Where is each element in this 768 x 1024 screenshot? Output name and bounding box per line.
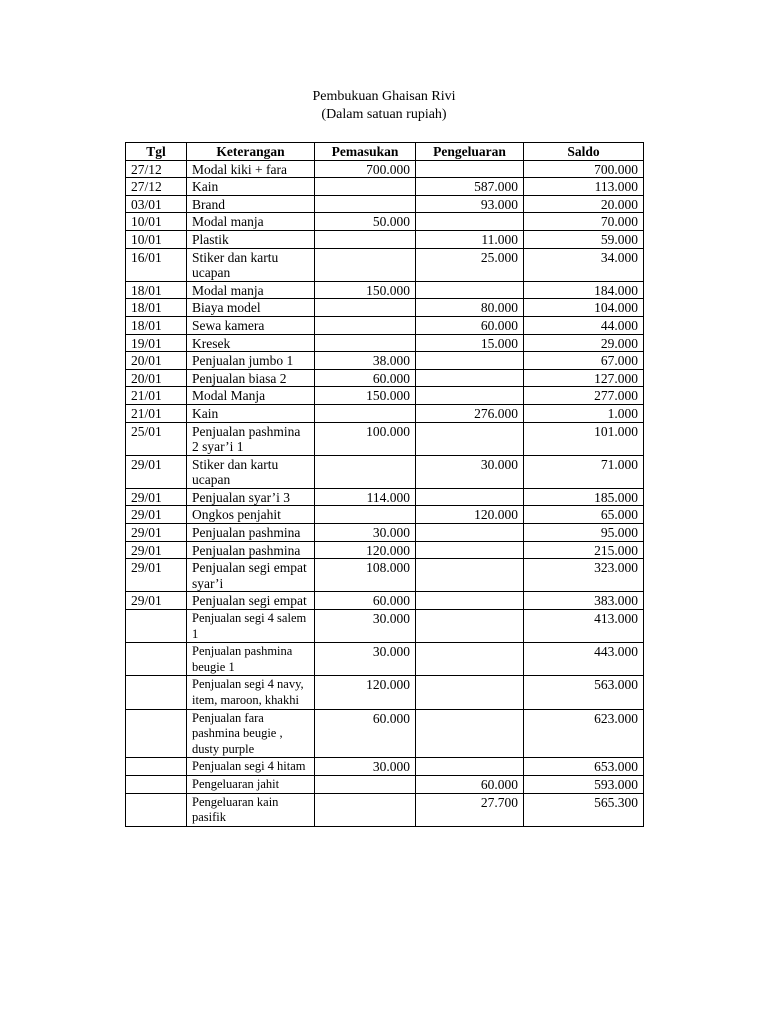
cell-pengeluaran: 120.000 bbox=[416, 506, 524, 524]
table-row bbox=[126, 643, 644, 676]
cell-pengeluaran bbox=[416, 643, 524, 676]
cell-tgl: 20/01 bbox=[126, 369, 187, 387]
cell-tgl: 29/01 bbox=[126, 455, 187, 488]
cell-tgl: 27/12 bbox=[126, 178, 187, 196]
cell-pengeluaran: 25.000 bbox=[416, 248, 524, 281]
cell-tgl: 21/01 bbox=[126, 404, 187, 422]
cell-tgl bbox=[126, 709, 187, 758]
cell-pengeluaran bbox=[416, 709, 524, 758]
cell-pemasukan bbox=[315, 248, 416, 281]
cell-pengeluaran bbox=[416, 369, 524, 387]
cell-keterangan: Modal kiki + fara bbox=[187, 160, 315, 178]
cell-saldo: 59.000 bbox=[524, 230, 644, 248]
cell-pengeluaran: 587.000 bbox=[416, 178, 524, 196]
cell-keterangan: Penjualan segi empat syar’i bbox=[187, 559, 315, 592]
cell-keterangan: Ongkos penjahit bbox=[187, 506, 315, 524]
cell-keterangan: Penjualan fara pashmina beugie , dusty purple bbox=[187, 709, 315, 758]
cell-saldo: 71.000 bbox=[524, 455, 644, 488]
cell-pemasukan: 150.000 bbox=[315, 281, 416, 299]
table-row bbox=[126, 281, 644, 299]
cell-pengeluaran: 60.000 bbox=[416, 775, 524, 793]
header-keterangan: Keterangan bbox=[187, 143, 315, 161]
cell-keterangan: Sewa kamera bbox=[187, 316, 315, 334]
cell-keterangan: Modal Manja bbox=[187, 387, 315, 405]
table-row bbox=[126, 709, 644, 758]
cell-keterangan: Pengeluaran kain pasifik bbox=[187, 793, 315, 826]
table-row bbox=[126, 610, 644, 643]
table-row bbox=[126, 793, 644, 826]
cell-tgl: 10/01 bbox=[126, 213, 187, 231]
cell-pengeluaran: 30.000 bbox=[416, 455, 524, 488]
cell-saldo: 70.000 bbox=[524, 213, 644, 231]
cell-saldo: 443.000 bbox=[524, 643, 644, 676]
cell-saldo: 383.000 bbox=[524, 592, 644, 610]
cell-keterangan: Penjualan pashmina bbox=[187, 541, 315, 559]
cell-keterangan: Modal manja bbox=[187, 213, 315, 231]
cell-pengeluaran bbox=[416, 524, 524, 542]
cell-tgl bbox=[126, 775, 187, 793]
cell-pengeluaran bbox=[416, 281, 524, 299]
cell-pemasukan: 60.000 bbox=[315, 709, 416, 758]
cell-tgl bbox=[126, 610, 187, 643]
cell-keterangan: Kresek bbox=[187, 334, 315, 352]
cell-tgl: 29/01 bbox=[126, 559, 187, 592]
cell-pemasukan bbox=[315, 230, 416, 248]
cell-tgl: 29/01 bbox=[126, 488, 187, 506]
cell-pengeluaran bbox=[416, 213, 524, 231]
cell-keterangan: Penjualan pashmina beugie 1 bbox=[187, 643, 315, 676]
cell-pengeluaran bbox=[416, 758, 524, 776]
table-row bbox=[126, 559, 644, 592]
table-row bbox=[126, 352, 644, 370]
cell-pengeluaran: 276.000 bbox=[416, 404, 524, 422]
document-subtitle: (Dalam satuan rupiah) bbox=[321, 107, 447, 122]
cell-pemasukan: 700.000 bbox=[315, 160, 416, 178]
cell-pemasukan bbox=[315, 793, 416, 826]
table-row bbox=[126, 195, 644, 213]
cell-saldo: 323.000 bbox=[524, 559, 644, 592]
cell-tgl bbox=[126, 676, 187, 709]
cell-pengeluaran bbox=[416, 592, 524, 610]
header-pemasukan: Pemasukan bbox=[315, 143, 416, 161]
cell-tgl: 21/01 bbox=[126, 387, 187, 405]
cell-tgl: 20/01 bbox=[126, 352, 187, 370]
cell-pemasukan bbox=[315, 455, 416, 488]
table-row bbox=[126, 676, 644, 709]
cell-saldo: 653.000 bbox=[524, 758, 644, 776]
cell-pengeluaran: 15.000 bbox=[416, 334, 524, 352]
cell-pemasukan: 38.000 bbox=[315, 352, 416, 370]
cell-pengeluaran bbox=[416, 676, 524, 709]
cell-saldo: 184.000 bbox=[524, 281, 644, 299]
cell-tgl: 29/01 bbox=[126, 524, 187, 542]
cell-saldo: 29.000 bbox=[524, 334, 644, 352]
cell-keterangan: Penjualan segi empat bbox=[187, 592, 315, 610]
table-row bbox=[126, 541, 644, 559]
table-row bbox=[126, 758, 644, 776]
cell-tgl: 29/01 bbox=[126, 592, 187, 610]
cell-tgl: 03/01 bbox=[126, 195, 187, 213]
cell-saldo: 101.000 bbox=[524, 422, 644, 455]
table-row bbox=[126, 488, 644, 506]
cell-pemasukan: 30.000 bbox=[315, 643, 416, 676]
cell-pemasukan: 50.000 bbox=[315, 213, 416, 231]
cell-saldo: 67.000 bbox=[524, 352, 644, 370]
cell-keterangan: Stiker dan kartu ucapan bbox=[187, 248, 315, 281]
cell-saldo: 44.000 bbox=[524, 316, 644, 334]
cell-keterangan: Biaya model bbox=[187, 299, 315, 317]
table-row bbox=[126, 178, 644, 196]
cell-saldo: 277.000 bbox=[524, 387, 644, 405]
cell-keterangan: Penjualan segi 4 salem 1 bbox=[187, 610, 315, 643]
cell-pemasukan bbox=[315, 178, 416, 196]
table-row bbox=[126, 506, 644, 524]
cell-pengeluaran bbox=[416, 387, 524, 405]
cell-pemasukan bbox=[315, 316, 416, 334]
cell-saldo: 95.000 bbox=[524, 524, 644, 542]
cell-tgl: 18/01 bbox=[126, 281, 187, 299]
table-row bbox=[126, 524, 644, 542]
table-header-row bbox=[126, 143, 644, 161]
cell-tgl: 27/12 bbox=[126, 160, 187, 178]
cell-pemasukan: 30.000 bbox=[315, 610, 416, 643]
table-row bbox=[126, 592, 644, 610]
cell-tgl: 18/01 bbox=[126, 299, 187, 317]
cell-tgl: 29/01 bbox=[126, 506, 187, 524]
cell-keterangan: Penjualan syar’i 3 bbox=[187, 488, 315, 506]
ledger-table bbox=[125, 142, 644, 827]
cell-keterangan: Stiker dan kartu ucapan bbox=[187, 455, 315, 488]
cell-pemasukan: 150.000 bbox=[315, 387, 416, 405]
table-row bbox=[126, 404, 644, 422]
document-heading bbox=[0, 88, 768, 124]
cell-saldo: 34.000 bbox=[524, 248, 644, 281]
cell-pengeluaran: 60.000 bbox=[416, 316, 524, 334]
cell-pengeluaran bbox=[416, 541, 524, 559]
cell-keterangan: Kain bbox=[187, 404, 315, 422]
cell-keterangan: Brand bbox=[187, 195, 315, 213]
cell-keterangan: Penjualan pashmina 2 syar’i 1 bbox=[187, 422, 315, 455]
cell-saldo: 215.000 bbox=[524, 541, 644, 559]
header-saldo: Saldo bbox=[524, 143, 644, 161]
table-row bbox=[126, 387, 644, 405]
table-row bbox=[126, 455, 644, 488]
cell-keterangan: Penjualan pashmina bbox=[187, 524, 315, 542]
document-title: Pembukuan Ghaisan Rivi bbox=[312, 89, 456, 104]
cell-pemasukan: 108.000 bbox=[315, 559, 416, 592]
cell-pemasukan bbox=[315, 299, 416, 317]
cell-pemasukan: 114.000 bbox=[315, 488, 416, 506]
table-row bbox=[126, 248, 644, 281]
cell-pemasukan: 30.000 bbox=[315, 758, 416, 776]
cell-pengeluaran: 11.000 bbox=[416, 230, 524, 248]
cell-saldo: 563.000 bbox=[524, 676, 644, 709]
table-row bbox=[126, 422, 644, 455]
cell-pemasukan bbox=[315, 506, 416, 524]
table-row bbox=[126, 160, 644, 178]
cell-saldo: 65.000 bbox=[524, 506, 644, 524]
cell-tgl bbox=[126, 793, 187, 826]
cell-pengeluaran bbox=[416, 160, 524, 178]
cell-pemasukan: 100.000 bbox=[315, 422, 416, 455]
cell-pengeluaran: 80.000 bbox=[416, 299, 524, 317]
cell-pemasukan bbox=[315, 334, 416, 352]
cell-saldo: 1.000 bbox=[524, 404, 644, 422]
cell-saldo: 20.000 bbox=[524, 195, 644, 213]
cell-keterangan: Pengeluaran jahit bbox=[187, 775, 315, 793]
cell-pengeluaran bbox=[416, 422, 524, 455]
cell-pengeluaran bbox=[416, 610, 524, 643]
cell-keterangan: Modal manja bbox=[187, 281, 315, 299]
cell-tgl bbox=[126, 758, 187, 776]
table-row bbox=[126, 334, 644, 352]
cell-tgl: 29/01 bbox=[126, 541, 187, 559]
cell-saldo: 593.000 bbox=[524, 775, 644, 793]
table-row bbox=[126, 316, 644, 334]
cell-pengeluaran bbox=[416, 559, 524, 592]
cell-pemasukan: 120.000 bbox=[315, 541, 416, 559]
cell-saldo: 623.000 bbox=[524, 709, 644, 758]
cell-pemasukan bbox=[315, 404, 416, 422]
cell-keterangan: Penjualan jumbo 1 bbox=[187, 352, 315, 370]
cell-keterangan: Penjualan segi 4 navy, item, maroon, khakhi bbox=[187, 676, 315, 709]
cell-tgl: 19/01 bbox=[126, 334, 187, 352]
cell-pengeluaran bbox=[416, 352, 524, 370]
cell-keterangan: Penjualan segi 4 hitam bbox=[187, 758, 315, 776]
cell-saldo: 565.300 bbox=[524, 793, 644, 826]
cell-pemasukan: 30.000 bbox=[315, 524, 416, 542]
cell-tgl bbox=[126, 643, 187, 676]
cell-saldo: 127.000 bbox=[524, 369, 644, 387]
cell-keterangan: Penjualan biasa 2 bbox=[187, 369, 315, 387]
cell-saldo: 113.000 bbox=[524, 178, 644, 196]
ledger-body bbox=[126, 160, 644, 826]
cell-pengeluaran bbox=[416, 488, 524, 506]
cell-pemasukan: 120.000 bbox=[315, 676, 416, 709]
table-row bbox=[126, 369, 644, 387]
cell-saldo: 185.000 bbox=[524, 488, 644, 506]
cell-tgl: 25/01 bbox=[126, 422, 187, 455]
cell-saldo: 413.000 bbox=[524, 610, 644, 643]
cell-pengeluaran: 93.000 bbox=[416, 195, 524, 213]
cell-pengeluaran: 27.700 bbox=[416, 793, 524, 826]
cell-pemasukan: 60.000 bbox=[315, 592, 416, 610]
table-row bbox=[126, 230, 644, 248]
cell-saldo: 700.000 bbox=[524, 160, 644, 178]
table-row bbox=[126, 775, 644, 793]
cell-pemasukan bbox=[315, 195, 416, 213]
cell-pemasukan bbox=[315, 775, 416, 793]
cell-tgl: 10/01 bbox=[126, 230, 187, 248]
header-tgl: Tgl bbox=[126, 143, 187, 161]
header-pengeluaran: Pengeluaran bbox=[416, 143, 524, 161]
cell-tgl: 16/01 bbox=[126, 248, 187, 281]
cell-keterangan: Kain bbox=[187, 178, 315, 196]
cell-tgl: 18/01 bbox=[126, 316, 187, 334]
cell-saldo: 104.000 bbox=[524, 299, 644, 317]
cell-pemasukan: 60.000 bbox=[315, 369, 416, 387]
table-row bbox=[126, 213, 644, 231]
table-row bbox=[126, 299, 644, 317]
cell-keterangan: Plastik bbox=[187, 230, 315, 248]
